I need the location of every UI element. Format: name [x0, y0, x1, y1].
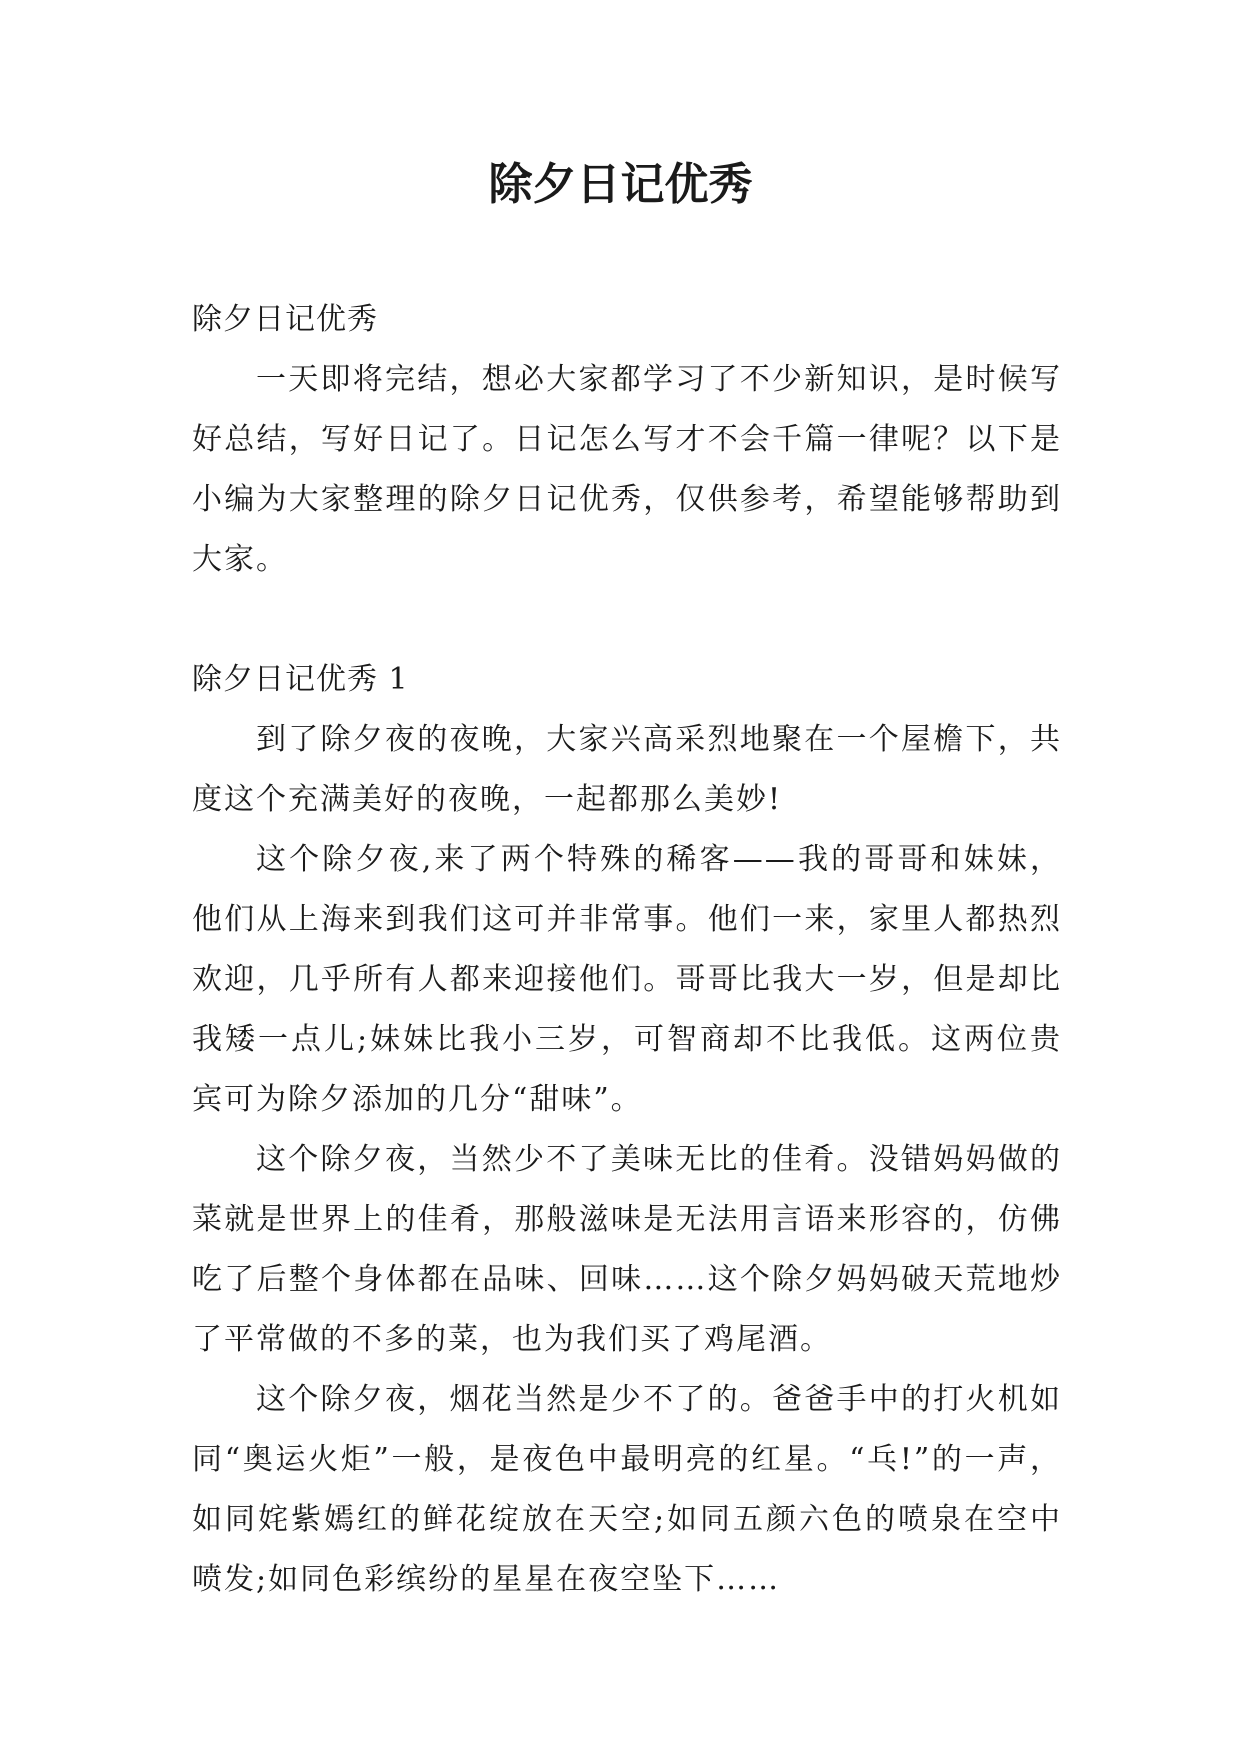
- body-paragraph: 这个除夕夜,来了两个特殊的稀客——我的哥哥和妹妹，他们从上海来到我们这可并非常事。他们一来，家里人都热烈欢迎，几乎所有人都来迎接他们。哥哥比我大一岁，但是却比我矮一点儿;妹妹比我小三岁，可智商却不比我低。这两位贵宾可为除夕添加的几分“甜味”。: [192, 842, 1062, 1117]
- body-paragraph: 这个除夕夜，烟花当然是少不了的。爸爸手中的打火机如同“奥运火炬”一般，是夜色中最明亮的红星。“乓!”的一声，如同姹紫嫣红的鲜花绽放在天空;如同五颜六色的喷泉在空中喷发;如同色彩缤纷的星星在夜空坠下……: [192, 1382, 1062, 1597]
- body-paragraph: 这个除夕夜，当然少不了美味无比的佳肴。没错妈妈做的菜就是世界上的佳肴，那般滋味是无法用言语来形容的，仿佛吃了后整个身体都在品味、回味……这个除夕妈妈破天荒地炒了平常做的不多的菜，也为我们买了鸡尾酒。: [192, 1142, 1062, 1357]
- document-title: 除夕日记优秀: [488, 159, 753, 210]
- document-body: [192, 290, 1062, 1610]
- body-paragraph: 到了除夕夜的夜晚，大家兴高采烈地聚在一个屋檐下，共度这个充满美好的夜晚，一起都那么美妙!: [192, 722, 1062, 817]
- intro-heading: 除夕日记优秀: [192, 302, 378, 337]
- section-heading: 除夕日记优秀 1: [192, 662, 409, 697]
- intro-paragraph: 一天即将完结，想必大家都学习了不少新知识，是时候写好总结，写好日记了。日记怎么写才不会千篇一律呢？以下是小编为大家整理的除夕日记优秀，仅供参考，希望能够帮助到大家。: [192, 362, 1062, 577]
- section-spacer: [192, 590, 1062, 650]
